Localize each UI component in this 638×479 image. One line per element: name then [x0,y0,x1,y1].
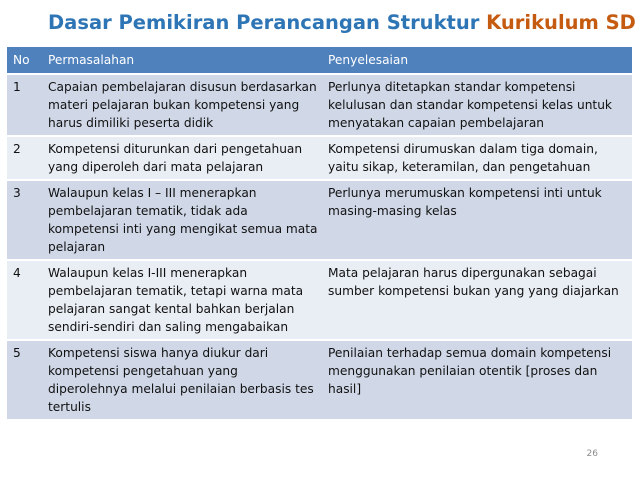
row-solution: Perlunya ditetapkan standar kompetensi kelulusan dan standar kompetensi kelas untuk menyatakan capaian pembelajaran [322,74,632,136]
table-header-row [7,47,632,74]
table-row [7,340,632,420]
header-problem: Permasalahan [42,47,322,74]
row-solution: Mata pelajaran harus dipergunakan sebagai sumber kompetensi bukan yang yang diajarkan [322,260,632,340]
page-number: 26 [586,449,598,459]
slide-title [48,8,636,38]
row-problem: Kompetensi diturunkan dari pengetahuan yang diperoleh dari mata pelajaran [42,136,322,180]
table-row [7,180,632,260]
header-solution: Penyelesaian [322,47,632,74]
title-main: Dasar Pemikiran Perancangan Struktur [48,11,487,34]
row-number: 3 [7,180,42,260]
row-solution: Kompetensi dirumuskan dalam tiga domain, yaitu sikap, keteramilan, dan pengetahuan [322,136,632,180]
row-solution: Perlunya merumuskan kompetensi inti untuk masing-masing kelas [322,180,632,260]
row-problem: Walaupun kelas I-III menerapkan pembelajaran tematik, tetapi warna mata pelajaran sangat kental bahkan berjalan sendiri-sendiri dan saling mengabaikan [42,260,322,340]
row-solution: Penilaian terhadap semua domain kompetensi menggunakan penilaian otentik [proses dan hasil] [322,340,632,420]
title-accent: Kurikulum SD [486,11,636,34]
header-no: No [7,47,42,74]
row-number: 2 [7,136,42,180]
row-number: 5 [7,340,42,420]
row-problem: Kompetensi siswa hanya diukur dari kompetensi pengetahuan yang diperolehnya melalui penilaian berbasis tes tertulis [42,340,322,420]
table-row [7,136,632,180]
curriculum-table [7,47,632,421]
row-problem: Capaian pembelajaran disusun berdasarkan materi pelajaran bukan kompetensi yang harus dimiliki peserta didik [42,74,322,136]
table-row [7,260,632,340]
table-row [7,74,632,136]
row-number: 4 [7,260,42,340]
row-problem: Walaupun kelas I – III menerapkan pembelajaran tematik, tidak ada kompetensi inti yang mengikat semua mata pelajaran [42,180,322,260]
row-number: 1 [7,74,42,136]
